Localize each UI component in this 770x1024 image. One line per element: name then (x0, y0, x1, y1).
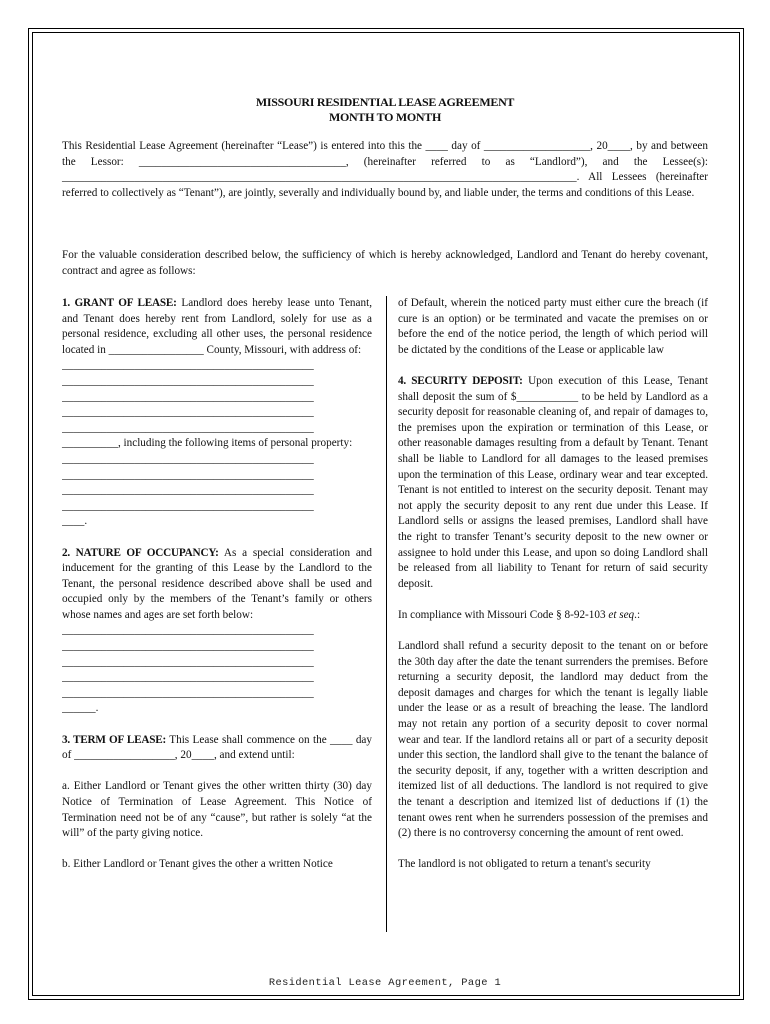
notice-of-default-text: of Default, wherein the noticed party must either cure the breach (if cure is an option) or be terminated and vacate the premises on or before the end of the notice period, the length of which period will be dictated by the conditions of the Lease or applicable law (398, 297, 708, 356)
intro-paragraph: This Residential Lease Agreement (hereinafter “Lease”) is entered into this the ____ day of ___________________, 20____, by and between the Lessor: _____________________________________, (hereinafter referred to as “Landlord”), and the Lessee(s): ____________________________________________________________________________________________. All Lessees (hereinafter referred to collectively as “Tenant”), are jointly, severally and individually bound by, and liable under, the terms and conditions of this Lease. (62, 140, 708, 199)
property-line: _____________________________________________ (62, 468, 314, 481)
occupant-lines (62, 623, 372, 717)
section-1-heading: 1. GRANT OF LEASE: (62, 297, 177, 309)
property-line: ____. (62, 515, 88, 528)
address-line: _____________________________________________ (62, 421, 314, 434)
occupant-line: _____________________________________________ (62, 655, 314, 668)
section-2-text: As a special consideration and inducement for the granting of this Lease by the Landlord to the Tenant, the personal residence described above shall be used and occupied only by the members of the Tenant’s family or others whose names and ages are set forth below: (62, 546, 372, 621)
obligation-paragraph: The landlord is not obligated to return a tenant's security (398, 858, 651, 871)
right-column (398, 296, 708, 873)
section-1-text: Landlord does hereby lease unto Tenant, and Tenant does hereby rent from Landlord, solely for use as a personal residence, excluding all other uses, the personal residence located in _________________ County, Missouri, with address of: (62, 297, 372, 356)
address-line: _____________________________________________ (62, 374, 314, 387)
term-clause-b: b. Either Landlord or Tenant gives the other a written Notice (62, 858, 333, 871)
compliance-prefix: In compliance with Missouri Code § 8-92-103 (398, 608, 609, 621)
refund-paragraph: Landlord shall refund a security deposit to the tenant on or before the 30th day after the date the tenant surrenders the premises. Before returning a security deposit, the landlord may deduct from the deposit damages and charges for which the tenant is legally liable under the lease or as a result of breaching the lease. The landlord may not retain any portion of a security deposit to cover normal wear and tear. If the landlord retains all or part of a security deposit under this section, the landlord shall give to the tenant the balance of the security deposit, if any, together with a written description and itemized list of all deductions. The landlord is not required to give the tenant a description and itemized list of deductions if (1) the tenant owes rent when he surrenders possession of the premises and (2) there is no controversy concerning the amount of rent owed. (398, 640, 708, 840)
section-3-heading: 3. TERM OF LEASE: (62, 733, 167, 746)
section-4-heading: 4. SECURITY DEPOSIT: (398, 374, 523, 387)
occupant-line: _____________________________________________ (62, 640, 314, 653)
compliance-note (398, 608, 708, 624)
section-security-deposit (398, 374, 708, 592)
address-line: _____________________________________________ (62, 359, 314, 372)
occupant-line: _____________________________________________ (62, 624, 314, 637)
section-grant-of-lease (62, 296, 372, 358)
term-clause-a: a. Either Landlord or Tenant gives the other written thirty (30) day Notice of Termination of Lease Agreement. This Notice of Termination need not be of any “cause”, but rather is solely “at the will” of the party giving notice. (62, 780, 372, 840)
personal-property-text: __________, including the following items of personal property: (62, 437, 353, 450)
section-3-text: This Lease shall commence on the ____ day of __________________, 20____, and extend until: (62, 733, 372, 762)
document-title: MISSOURI RESIDENTIAL LEASE AGREEMENT (255, 95, 515, 109)
occupant-line: _____________________________________________ (62, 671, 314, 684)
address-line: _____________________________________________ (62, 406, 314, 419)
compliance-suffix: .: (634, 608, 641, 621)
address-line: _____________________________________________ (62, 390, 314, 403)
column-divider (386, 296, 387, 932)
section-4-text: Upon execution of this Lease, Tenant shall deposit the sum of $___________ to be held by Landlord as a security deposit for reasonable cleaning of, and repair of damages to, the premises upon the expiration or termination of this Lease, or other reasonable damages resulting from a default by Tenant. Tenant shall be liable to Landlord for all damages to the leased premises upon the termination of this Lease, ordinary wear and tear excepted. Tenant is not entitled to interest on the security deposit. Tenant may not apply the security deposit to any rent due under this Lease. If Landlord sells or assigns the leased premises, Landlord shall have the right to transfer Tenant’s security deposit to the new owner or assignee to hold under this Lease, and upon so doing Landlord shall be released from all liability to Tenant for return of said security deposit. (398, 374, 708, 590)
compliance-italic: et seq (608, 608, 635, 621)
property-lines (62, 452, 372, 530)
section-2-heading: 2. NATURE OF OCCUPANCY: (62, 546, 219, 559)
address-lines (62, 358, 372, 436)
section-term-of-lease (62, 733, 372, 764)
occupant-line: _____________________________________________ (62, 686, 314, 699)
document-subtitle: MONTH TO MONTH (328, 110, 442, 124)
property-line: _____________________________________________ (62, 499, 314, 512)
section-nature-of-occupancy (62, 546, 372, 624)
occupant-line: ______. (62, 702, 99, 715)
property-line: _____________________________________________ (62, 484, 314, 497)
page-footer: Residential Lease Agreement, Page 1 (268, 977, 502, 989)
left-column (62, 296, 372, 873)
consideration-paragraph: For the valuable consideration described below, the sufficiency of which is hereby acknowledged, Landlord and Tenant do hereby covenant, contract and agree as follows: (62, 249, 708, 277)
property-line: _____________________________________________ (62, 452, 314, 465)
